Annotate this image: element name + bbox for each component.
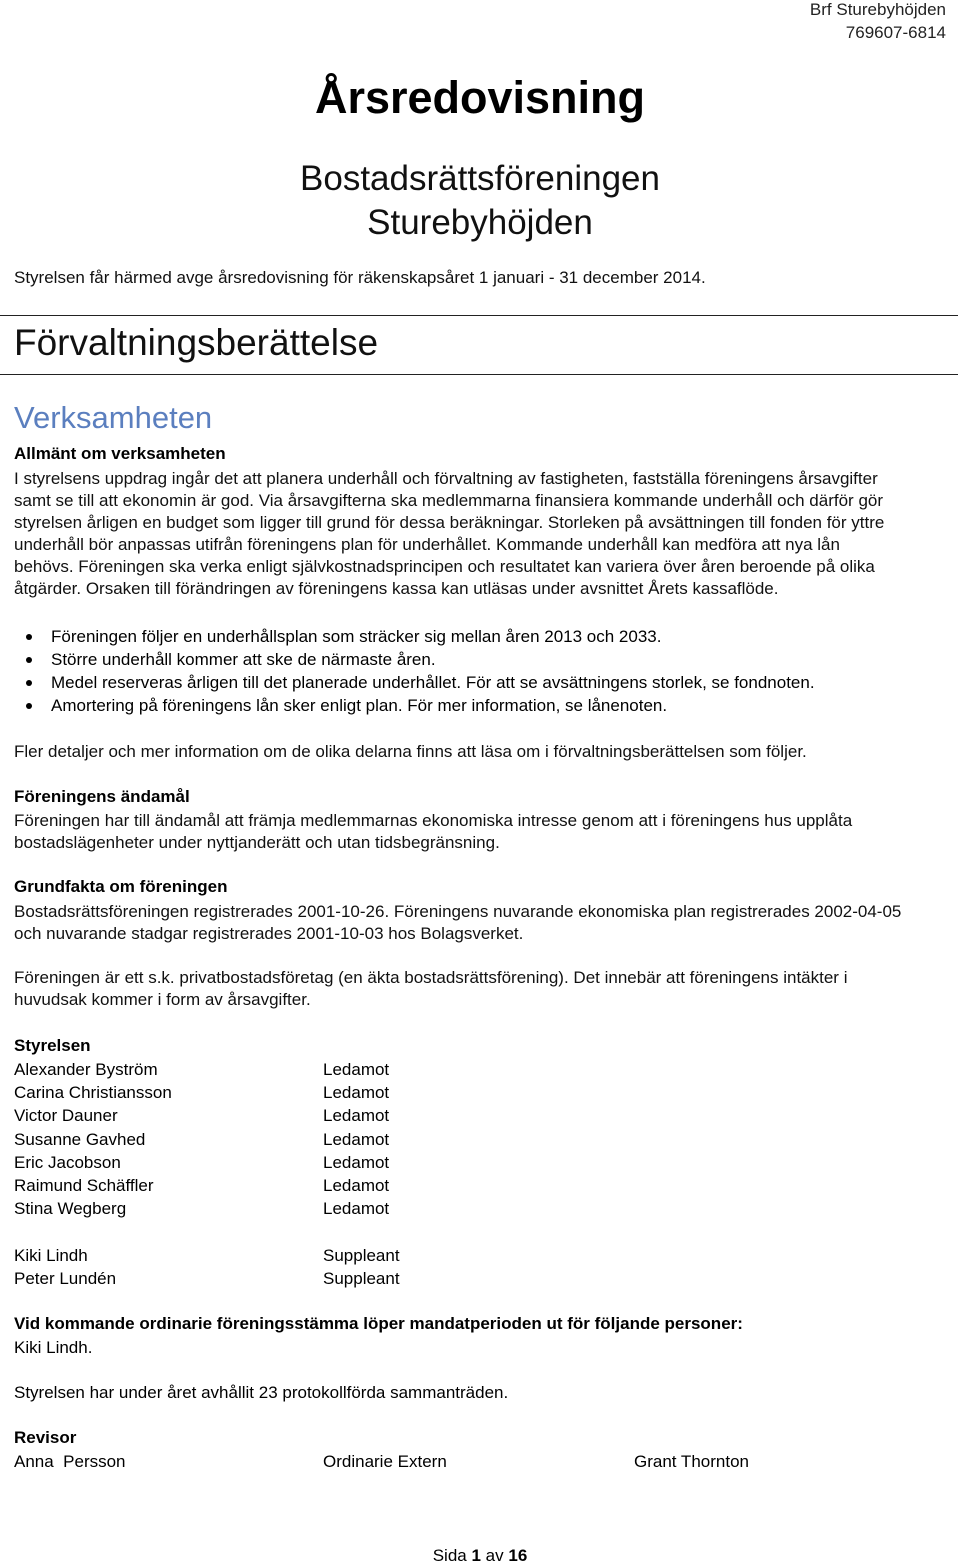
member-role: Ledamot [323,1060,390,1079]
paragraph-line: åtgärder. Orsaken till förändringen av föreningens kassa kan utläsas under avsnittet Årets kassaflöde. [14,579,779,598]
org-name: Brf Sturebyhöjden [809,0,946,19]
bullet-dot-icon [26,634,32,640]
paragraph-line: och nuvarande stadgar registrerades 2001-10-03 hos Bolagsverket. [14,924,524,943]
paragraph-line: behövs. Föreningen ska verka enligt självkostnadsprincipen och resultatet kan variera över åren beroende på olika [14,557,875,576]
member-name: Eric Jacobson [14,1153,121,1172]
intro-text: Styrelsen får härmed avge årsredovisning för räkenskapsåret 1 januari - 31 december 2014. [14,268,706,287]
member-name: Stina Wegberg [14,1199,127,1218]
member-role: Ledamot [323,1130,390,1149]
paragraph-line: samt se till att ekonomin är god. Via årsavgifterna ska medlemmarna finansiera kommande underhåll och därför gör [14,491,884,510]
board-member-row [14,1197,954,1220]
section-bottom-rule [0,374,958,375]
revisor-firm: Grant Thornton [634,1452,749,1471]
org-number: 769607-6814 [845,23,946,42]
subtitle-line-1: Bostadsrättsföreningen [300,159,660,198]
paragraph-line: huvudsak kommer i form av årsavgifter. [14,990,311,1009]
board-member-row [14,1058,954,1081]
bullet-dot-icon [26,680,32,686]
member-role: Ledamot [323,1153,390,1172]
paragraph-line: Bostadsrättsföreningen registrerades 2001-10-26. Föreningens nuvarande ekonomiska plan registrerades 2002-04-05 [14,902,902,921]
revisor-heading: Revisor [14,1428,77,1447]
revisor-row [14,1450,954,1473]
member-name: Peter Lundén [14,1269,117,1288]
allmant-heading: Allmänt om verksamheten [14,444,226,463]
board-member-row [14,1081,954,1104]
revisor-name: Anna Persson [14,1452,126,1471]
section-top-rule [0,315,958,316]
member-role: Suppleant [323,1246,400,1265]
paragraph-line: bostadslägenheter under nyttjanderätt och utan tidsbegränsning. [14,833,500,852]
grundfakta-paragraph [14,901,954,945]
board-member-row [14,1104,954,1127]
footer-page-number: 1 [471,1546,481,1565]
document-subtitle [0,157,960,245]
footer-prefix: Sida [432,1546,467,1565]
member-name: Kiki Lindh [14,1246,88,1265]
andamal-heading: Föreningens ändamål [14,787,190,806]
subsection-heading: Verksamheten [14,400,213,435]
suppleant-row [14,1244,954,1267]
footer-of: av [485,1546,504,1565]
member-name: Carina Christiansson [14,1083,172,1102]
paragraph-line: Föreningen har till ändamål att främja medlemmarnas ekonomiska intresse genom att i föreningens hus upplåta [14,811,853,830]
member-role: Ledamot [323,1083,390,1102]
page-footer [0,1546,960,1566]
subtitle-line-2: Sturebyhöjden [367,203,593,242]
paragraph-line: styrelsen årligen en budget som ligger till grund för dessa beräkningar. Storleken på avsättningen till fonden för yttre [14,513,885,532]
member-role: Suppleant [323,1269,400,1288]
bullet-dot-icon [26,703,32,709]
suppleant-row [14,1267,954,1290]
paragraph-line: I styrelsens uppdrag ingår det att planera underhåll och förvaltning av fastigheten, fastställa föreningens årsavgifter [14,469,878,488]
member-role: Ledamot [323,1106,390,1125]
member-name: Alexander Byström [14,1060,158,1079]
allmant-paragraph [14,468,954,600]
bullet-dot-icon [26,657,32,663]
board-member-row [14,1128,954,1151]
member-role: Ledamot [323,1199,390,1218]
bullet-item: Medel reserveras årligen till det planerade underhållet. För att se avsättningens storlek, se fondnoten. [14,671,815,694]
andamal-paragraph [14,810,954,854]
grundfakta-heading: Grundfakta om föreningen [14,877,228,896]
bullet-item: Större underhåll kommer att ske de närmaste åren. [14,648,815,671]
bullet-item: Föreningen följer en underhållsplan som sträcker sig mellan åren 2013 och 2033. [14,625,815,648]
grundfakta-paragraph-2 [14,967,954,1011]
styrelsen-heading: Styrelsen [14,1036,91,1055]
bullet-item: Amortering på föreningens lån sker enligt plan. För mer information, se lånenoten. [14,694,815,717]
member-role: Ledamot [323,1176,390,1195]
footer-page-total: 16 [508,1546,528,1565]
revisor-type: Ordinarie Extern [323,1452,447,1471]
mandat-heading: Vid kommande ordinarie föreningsstämma löper mandatperioden ut för följande personer: [14,1314,743,1333]
mandat-text: Kiki Lindh. [14,1338,93,1357]
more-details-text: Fler detaljer och mer information om de olika delarna finns att läsa om i förvaltningsberättelsen som följer. [14,742,807,761]
paragraph-line: underhåll bör anpassas utifrån föreningens plan för underhållet. Kommande underhåll kan medföra att nya lån [14,535,840,554]
member-name: Raimund Schäffler [14,1176,154,1195]
member-name: Susanne Gavhed [14,1130,146,1149]
board-member-row [14,1151,954,1174]
section-heading: Förvaltningsberättelse [14,322,379,363]
board-member-row [14,1174,954,1197]
bullet-list [14,625,815,717]
document-title: Årsredovisning [314,72,646,123]
paragraph-line: Föreningen är ett s.k. privatbostadsföretag (en äkta bostadsrättsförening). Det innebär att föreningens intäkter i [14,968,848,987]
member-name: Victor Dauner [14,1106,118,1125]
meetings-text: Styrelsen har under året avhållit 23 protokollförda sammanträden. [14,1383,509,1402]
document-header [810,0,946,44]
